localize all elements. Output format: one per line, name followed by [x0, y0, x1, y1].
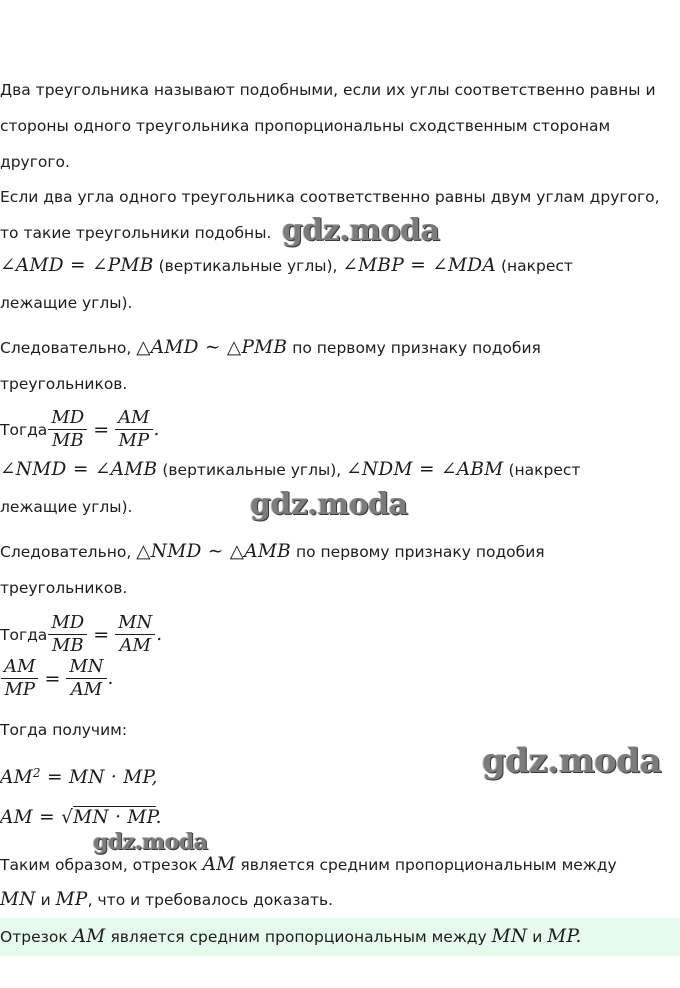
math-expression: ∠NDM = ∠ABM: [346, 459, 504, 480]
paragraph-line: лежащие углы).: [0, 294, 133, 312]
math-expression: ∠MBP = ∠MDA: [342, 255, 497, 276]
fraction: $\frac{AM}{MP}$: [115, 407, 152, 452]
watermark-logo: gdz.moda: [250, 487, 408, 522]
answer-line: Отрезок AM является средним пропорциональным между MN и MP.: [0, 926, 582, 947]
paragraph-line: лежащие углы).: [0, 498, 133, 516]
watermark-logo: gdz.moda: [282, 213, 440, 248]
math-expression: △NMD ∼ △AMB: [136, 541, 292, 562]
fraction-equation: Тогда $\frac{MD}{MB}$ = $\frac{MN}{AM}$ .: [0, 612, 163, 656]
fraction: $\frac{MN}{AM}$: [115, 612, 155, 657]
math-expression: ∠NMD = ∠AMB: [0, 459, 158, 480]
similarity-line: Следовательно, △NMD ∼ △AMB по первому признаку подобия: [0, 541, 545, 562]
fraction: $\frac{AM}{MP}$: [1, 656, 38, 701]
fraction-equation: $\frac{AM}{MP}$ = $\frac{MN}{AM}$ .: [0, 656, 114, 701]
paragraph-line: другого.: [0, 153, 70, 171]
conclusion-line: Таким образом, отрезок AM является средним пропорциональным между: [0, 854, 617, 875]
math-expression: △AMD ∼ △PMB: [136, 337, 288, 358]
paragraph-line: стороны одного треугольника пропорциональны сходственным сторонам: [0, 117, 611, 135]
fraction: $\frac{MD}{MB}$: [48, 407, 87, 452]
paragraph-line: Если два угла одного треугольника соответственно равны двум углам другого,: [0, 188, 660, 206]
fraction: $\frac{MD}{MB}$: [48, 612, 87, 657]
angle-equality-line: ∠NMD = ∠AMB (вертикальные углы), ∠NDM = ∠ABM (накрест: [0, 459, 581, 480]
math-expression: ∠AMD = ∠PMB: [0, 255, 154, 276]
result-equation: $AM^2$ = MN · MP,: [0, 766, 158, 789]
angle-equality-line: ∠AMD = ∠PMB (вертикальные углы), ∠MBP = ∠MDA (накрест: [0, 255, 573, 276]
conclusion-line: MN и MP, что и требовалось доказать.: [0, 889, 334, 910]
paragraph-line: треугольников.: [0, 579, 128, 597]
fraction-equation: Тогда $\frac{MD}{MB}$ = $\frac{AM}{MP}$ .: [0, 407, 160, 451]
watermark-logo: gdz.moda: [93, 829, 208, 855]
paragraph-line: то такие треугольники подобны.: [0, 224, 272, 242]
similarity-line: Следовательно, △AMD ∼ △PMB по первому признаку подобия: [0, 337, 541, 358]
watermark-logo: gdz.moda: [482, 741, 662, 781]
result-equation: AM = √MN · MP.: [0, 807, 162, 828]
paragraph-line: треугольников.: [0, 375, 128, 393]
fraction: $\frac{MN}{AM}$: [66, 656, 106, 701]
paragraph-line: Тогда получим:: [0, 721, 128, 739]
paragraph-line: Два треугольника называют подобными, если их углы соответственно равны и: [0, 81, 656, 99]
